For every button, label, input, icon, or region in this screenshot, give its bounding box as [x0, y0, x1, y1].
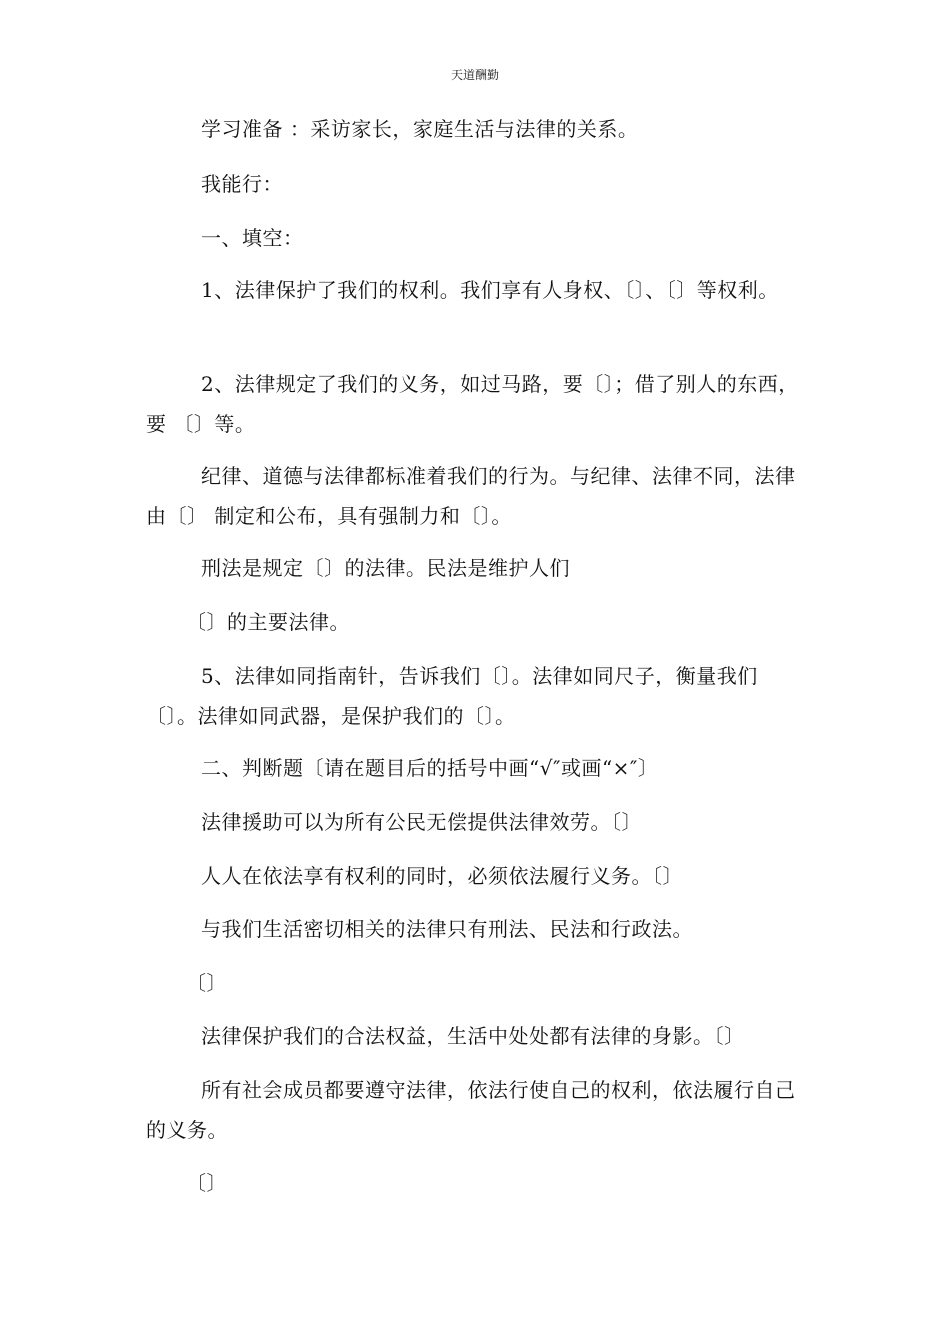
question-1: 1、法律保护了我们的权利。我们享有人身权、〔〕、〔〕等权利。	[201, 278, 779, 302]
question-3: 纪律、道德与法律都标准着我们的行为。与纪律、法律不同，法律由〔〕 制定和公布，具有强制力和〔〕。	[146, 464, 796, 528]
question-5: 5、法律如同指南针，告诉我们〔〕。法律如同尺子，衡量我们〔〕。法律如同武器，是保护我们的〔〕。	[146, 664, 758, 728]
tf-item-2: 人人在依法享有权利的同时，必须依法履行义务。〔〕	[201, 864, 683, 888]
question-4-line-1: 刑法是规定〔〕的法律。民法是维护人们	[201, 556, 570, 580]
tf-item-5: 所有社会成员都要遵守法律，依法行使自己的权利，依法履行自己的义务。	[146, 1078, 796, 1142]
tf-item-1: 法律援助可以为所有公民无偿提供法律效劳。〔〕	[201, 810, 642, 834]
fill-blank-heading: 一、填空：	[201, 226, 304, 250]
tf-item-4: 法律保护我们的合法权益，生活中处处都有法律的身影。〔〕	[201, 1024, 745, 1048]
question-4-line-2: 〔〕的主要法律。	[186, 610, 350, 634]
study-prep-line: 学习准备 ：采访家长，家庭生活与法律的关系。	[201, 117, 639, 141]
true-false-heading: 二、判断题〔请在题目后的括号中画“√″或画“×″〕	[201, 756, 659, 780]
tf-item-3-bracket: 〔〕	[186, 971, 227, 995]
tf-item-5-bracket: 〔〕	[186, 1171, 227, 1195]
page-header: 天道酬勤	[450, 68, 499, 82]
question-2: 2、法律规定了我们的义务，如过马路，要〔〕；借了别人的东西，要 〔〕等。	[146, 372, 799, 436]
i-can-do-heading: 我能行：	[201, 172, 283, 196]
tf-item-3: 与我们生活密切相关的法律只有刑法、民法和行政法。	[201, 917, 693, 941]
